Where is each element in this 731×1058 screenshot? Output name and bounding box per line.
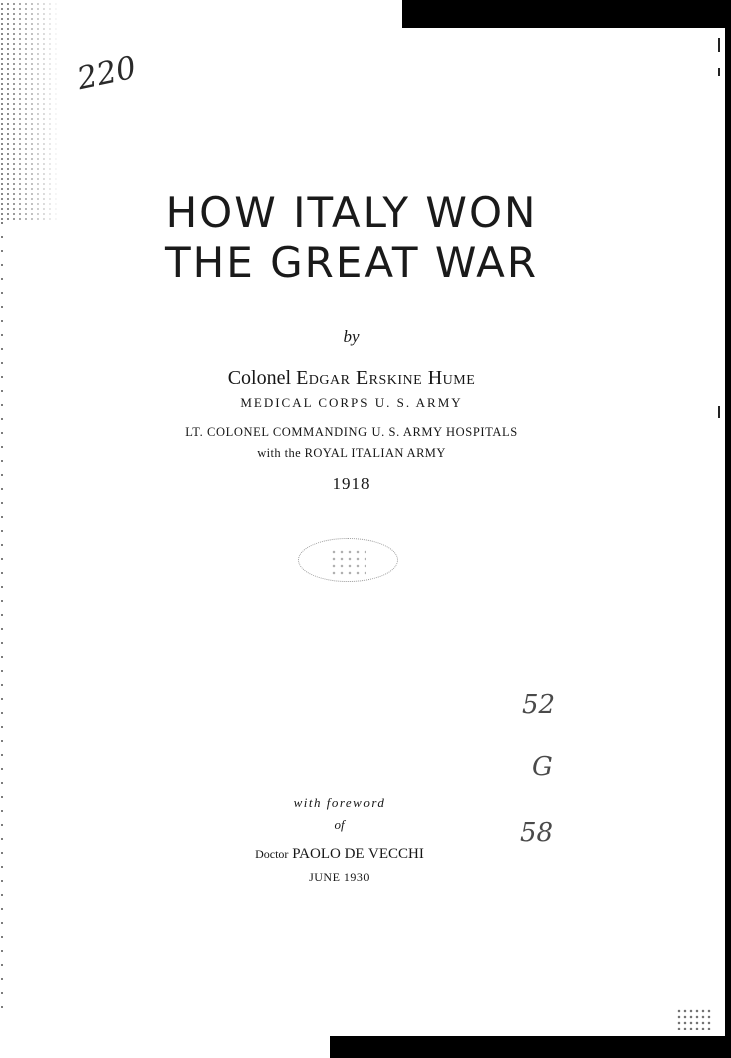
foreword-author <box>0 846 691 863</box>
shelf-mark-1: 52 <box>522 690 556 720</box>
author-rank: Colonel <box>227 367 292 389</box>
author-army: with the ROYAL ITALIAN ARMY <box>257 446 446 460</box>
shelf-mark-2: G <box>532 752 553 782</box>
scan-border-bottom-gap <box>0 1036 330 1058</box>
foreword-of: of <box>334 817 345 832</box>
scan-edge-marks-right <box>716 38 722 418</box>
author-command: LT. COLONEL COMMANDING U. S. ARMY HOSPITALS <box>185 425 518 439</box>
scan-border-top <box>402 0 731 28</box>
handwritten-shelf-marks <box>518 690 578 870</box>
scan-border-right <box>725 0 731 1058</box>
scan-corner-noise <box>676 1008 712 1030</box>
author-line <box>0 367 703 390</box>
book-title-line-2: THE GREAT WAR <box>164 238 538 287</box>
byline: by <box>343 327 360 346</box>
handwritten-catalog-number: 220 <box>74 49 140 98</box>
author-name: Edgar Erskine Hume <box>296 367 476 389</box>
foreword-author-title: Doctor <box>255 847 289 861</box>
scan-edge-noise <box>0 0 60 220</box>
shelf-mark-3: 58 <box>520 818 554 848</box>
foreword-label: with foreword <box>293 795 386 810</box>
publication-year: 1918 <box>332 474 371 493</box>
book-title-line-1: HOW ITALY WON <box>165 188 538 237</box>
foreword-author-name: PAOLO DE VECCHI <box>292 846 424 862</box>
author-corps: MEDICAL CORPS U. S. ARMY <box>240 395 463 410</box>
library-stamp-emblem <box>330 548 366 576</box>
foreword-date: JUNE 1930 <box>309 870 370 884</box>
